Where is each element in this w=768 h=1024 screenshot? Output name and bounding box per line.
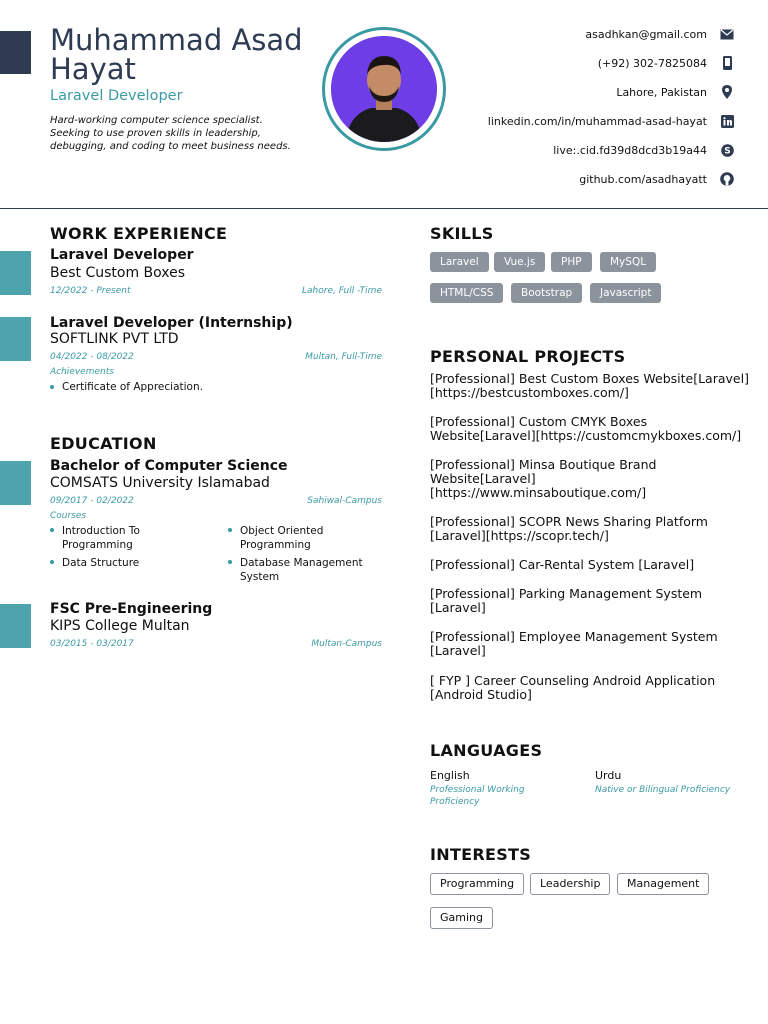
contact-skype-text: live:.cid.fd39d8dcd3b19a44: [553, 143, 707, 157]
bullet-dot: [228, 528, 232, 532]
course-text: Database Management System: [240, 557, 363, 583]
achievement-item: [50, 381, 203, 393]
skill-tag: HTML/CSS: [430, 283, 503, 303]
job-company: SOFTLINK PVT LTD: [50, 331, 179, 347]
interest-tag: Programming: [430, 873, 524, 895]
contact-github-text: github.com/asadhayatt: [579, 172, 707, 186]
candidate-role: Laravel Developer: [50, 88, 183, 104]
email-icon: [720, 27, 734, 41]
degree-title: Bachelor of Computer Science: [50, 458, 288, 474]
course-text: Introduction To Programming: [62, 525, 140, 551]
course-item: [228, 556, 378, 584]
course-item: [50, 524, 200, 552]
job-title: Laravel Developer: [50, 247, 194, 263]
phone-icon: [720, 56, 734, 70]
project-item: [Professional] Car-Rental System [Laravel]: [430, 557, 695, 572]
education-accent-bar: [0, 604, 31, 648]
contact-skype[interactable]: [553, 143, 734, 157]
education-title: EDUCATION: [50, 434, 157, 453]
interest-tag: Management: [617, 873, 709, 895]
project-item: [Professional] Minsa Boutique Brand Website[Laravel][https://www.minsaboutique.com/]: [430, 457, 657, 500]
header-corner-block: [0, 31, 31, 74]
project-item: [Professional] SCOPR News Sharing Platform [Laravel][https://scopr.tech/]: [430, 514, 708, 543]
skill-tag: Bootstrap: [511, 283, 582, 303]
education-location: Sahiwal-Campus: [307, 496, 382, 506]
skill-tag: PHP: [551, 252, 592, 272]
achievement-text: Certificate of Appreciation.: [62, 381, 203, 393]
work-experience-title: WORK EXPERIENCE: [50, 224, 228, 243]
course-item: [50, 556, 200, 570]
contact-email-text: asadhkan@gmail.com: [585, 27, 707, 41]
education-location: Multan-Campus: [311, 639, 382, 649]
skill-tag: Laravel: [430, 252, 489, 272]
project-item: [Professional] Best Custom Boxes Website[Laravel][https://bestcustomboxes.com/]: [430, 371, 749, 400]
svg-text:S: S: [723, 146, 731, 157]
degree-title: FSC Pre-Engineering: [50, 601, 213, 617]
contact-email[interactable]: [585, 27, 734, 41]
contact-linkedin[interactable]: [488, 114, 734, 128]
skill-tag: Javascript: [590, 283, 661, 303]
interest-tag: Gaming: [430, 907, 493, 929]
education-accent-bar: [0, 461, 31, 505]
summary-text: Hard-working computer science specialist. Seeking to use proven skills in leadership, debugging, and coding to meet business needs.: [50, 115, 291, 152]
bullet-dot: [50, 385, 54, 389]
candidate-name: Muhammad Asad Hayat: [50, 23, 303, 86]
job-dates: 04/2022 - 08/2022: [50, 352, 134, 362]
job-location: Multan, Full-Time: [305, 352, 382, 362]
courses-label: Courses: [50, 511, 87, 521]
language-name: English: [430, 769, 470, 782]
job-location: Lahore, Full -Time: [302, 286, 382, 296]
interest-tag: Leadership: [530, 873, 610, 895]
linkedin-icon: [720, 114, 734, 128]
course-item: [228, 524, 378, 552]
skill-tag: Vue.js: [494, 252, 545, 272]
job-title: Laravel Developer (Internship): [50, 315, 293, 331]
language-name: Urdu: [595, 769, 622, 782]
contact-linkedin-text: linkedin.com/in/muhammad-asad-hayat: [487, 114, 707, 128]
skills-title: SKILLS: [430, 224, 494, 243]
achievements-label: Achievements: [50, 367, 114, 377]
skill-tag: MySQL: [600, 252, 656, 272]
profile-photo: [331, 36, 437, 142]
project-item: [ FYP ] Career Counseling Android Application [Android Studio]: [430, 673, 716, 702]
education-dates: 09/2017 - 02/2022: [50, 496, 134, 506]
project-item: [Professional] Employee Management System [Laravel]: [430, 629, 718, 658]
education-dates: 03/2015 - 03/2017: [50, 639, 134, 649]
bullet-dot: [50, 560, 54, 564]
job-accent-bar: [0, 317, 31, 361]
location-icon: [720, 85, 734, 99]
bullet-dot: [50, 528, 54, 532]
course-text: Object Oriented Programming: [240, 525, 324, 551]
header-divider: [0, 208, 768, 209]
language-level: Native or Bilingual Proficiency: [595, 785, 731, 795]
contact-github[interactable]: [579, 172, 734, 186]
projects-title: PERSONAL PROJECTS: [430, 347, 626, 366]
bullet-dot: [228, 560, 232, 564]
project-item: [Professional] Parking Management System [Laravel]: [430, 586, 703, 615]
contact-location: [616, 85, 734, 99]
job-accent-bar: [0, 251, 31, 295]
school-name: COMSATS University Islamabad: [50, 475, 270, 491]
language-level: Professional Working Proficiency: [430, 785, 525, 807]
school-name: KIPS College Multan: [50, 618, 190, 634]
skype-icon: [720, 143, 734, 157]
job-company: Best Custom Boxes: [50, 265, 186, 281]
project-item: [Professional] Custom CMYK Boxes Website[Laravel][https://customcmykboxes.com/]: [430, 414, 742, 443]
contact-phone-text: (+92) 302-7825084: [597, 56, 707, 70]
languages-title: LANGUAGES: [430, 741, 543, 760]
contact-location-text: Lahore, Pakistan: [616, 85, 707, 99]
job-dates: 12/2022 - Present: [50, 286, 131, 296]
course-text: Data Structure: [62, 557, 140, 569]
contact-phone[interactable]: [598, 56, 734, 70]
github-icon: [720, 172, 734, 186]
interests-title: INTERESTS: [430, 845, 532, 864]
